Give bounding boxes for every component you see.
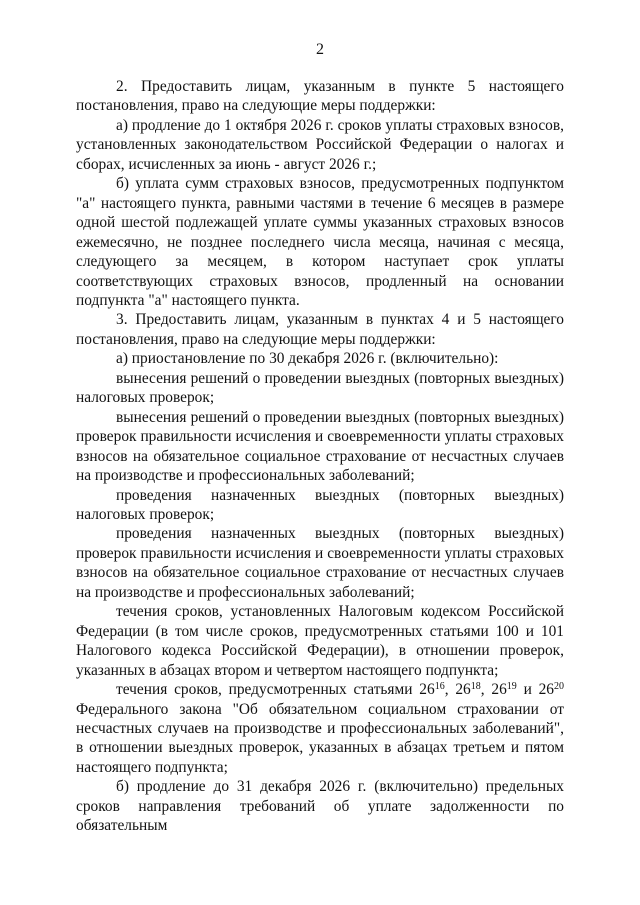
article-superscript-18: 18 [470, 681, 481, 693]
article-superscript-19: 19 [506, 681, 517, 693]
paragraph-3a-item-3: проведения назначенных выездных (повторных выездных) налоговых проверок; [76, 486, 564, 523]
article-superscript-20: 20 [554, 681, 565, 693]
paragraph-3: 3. Предоставить лицам, указанным в пунктах 4 и 5 настоящего постановления, право на следующие меры поддержки: [76, 311, 564, 348]
paragraph-2: 2. Предоставить лицам, указанным в пункте 5 настоящего постановления, право на следующие меры поддержки: [76, 78, 564, 115]
articles-separator-2: , 26 [480, 681, 507, 699]
articles-suffix: Федерального закона "Об обязательном социальном страховании от несчастных случаев на производстве и профессиональных заболеваний", в отношении выездных проверок, указанных в абзацах третьем и пятом настоящего подпункта; [76, 700, 564, 776]
paragraph-3a: а) приостановление по 30 декабря 2026 г. (включительно): [116, 350, 499, 368]
document-body [76, 77, 564, 836]
paragraph-3b: б) продление до 31 декабря 2026 г. (включительно) предельных сроков направления требований об уплате задолженности по обязательным [76, 778, 564, 835]
paragraph-3a-item-6 [76, 680, 564, 777]
paragraph-3a-item-1: вынесения решений о проведении выездных (повторных выездных) налоговых проверок; [76, 369, 564, 407]
page-number: 2 [316, 41, 324, 58]
paragraph-2b: б) уплата сумм страховых взносов, предусмотренных подпунктом "а" настоящего пункта, равными частями в течение 6 месяцев в размере одной шестой подлежащей уплате суммы указанных страховых взносов ежемесячно, не позднее последнего числа месяца, начиная с месяца, следующего за месяцем, в котором наступает срок уплаты соответствующих страховых взносов, продленный на основании подпункта "а" настоящего пункта. [76, 175, 564, 309]
article-superscript-16: 16 [434, 681, 445, 693]
paragraph-2a: а) продление до 1 октября 2026 г. сроков уплаты страховых взносов, установленных законодательством Российской Федерации о налогах и сборах, исчисленных за июнь - август 2026 г.; [76, 116, 564, 173]
articles-prefix: течения сроков, предусмотренных статьями 26 [116, 681, 435, 699]
articles-separator-1: , 26 [444, 681, 471, 699]
paragraph-3a-item-5: течения сроков, установленных Налоговым кодексом Российской Федерации (в том числе сроков, предусмотренных статьями 100 и 101 Налогового кодекса Российской Федерации), в отношении проверок, указанных в абзацах втором и четвертом настоящего подпункта; [76, 603, 564, 679]
paragraph-3a-item-4: проведения назначенных выездных (повторных выездных) проверок правильности исчисления и своевременности уплаты страховых взносов на обязательное социальное страхование от несчастных случаев на производстве и профессиональных заболеваний; [76, 525, 564, 601]
paragraph-3a-item-2: вынесения решений о проведении выездных (повторных выездных) проверок правильности исчисления и своевременности уплаты страховых взносов на обязательное социальное страхование от несчастных случаев на производстве и профессиональных заболеваний; [76, 408, 564, 485]
articles-separator-3: и 26 [516, 681, 555, 699]
